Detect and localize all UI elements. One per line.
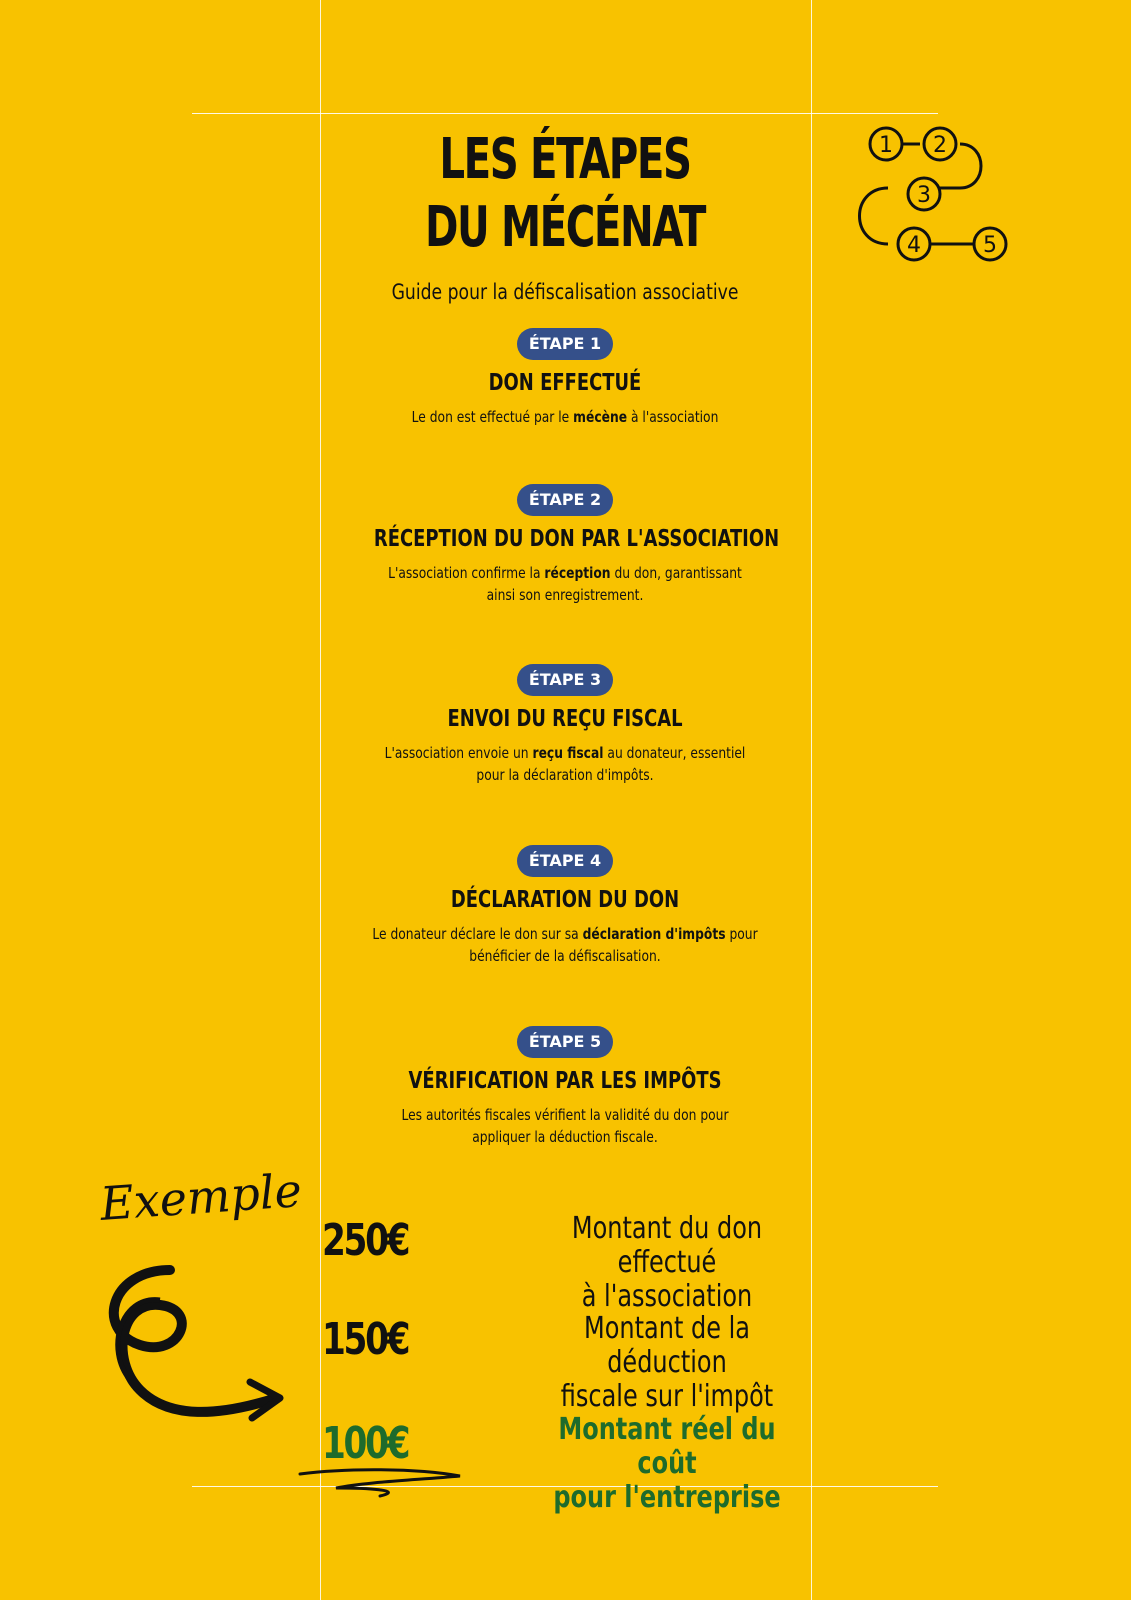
title-line-2: DU MÉCÉNAT — [425, 195, 705, 260]
step-5 — [320, 1026, 810, 1148]
amount-donation-label: Montant du don effectué à l'association — [571, 1211, 763, 1314]
steps-path-icon — [858, 120, 1018, 270]
curly-arrow-icon — [100, 1250, 290, 1450]
example-label: Exemple — [98, 1163, 304, 1231]
step-description: Le don est effectué par le mécène à l'association — [411, 408, 719, 426]
step-title: DÉCLARATION DU DON — [450, 887, 680, 913]
step-badge: ÉTAPE 4 — [517, 845, 613, 877]
step-title: ENVOI DU REÇU FISCAL — [447, 706, 683, 732]
svg-text:1: 1 — [879, 133, 893, 158]
step-title: VÉRIFICATION PAR LES IMPÔTS — [408, 1068, 722, 1094]
step-description: Les autorités fiscales vérifient la validité du don pour appliquer la déduction fiscale. — [401, 1106, 729, 1146]
svg-text:5: 5 — [983, 233, 997, 258]
amount-deduction: 150€ — [322, 1314, 409, 1365]
amount-donation: 250€ — [322, 1215, 409, 1266]
step-badge: ÉTAPE 2 — [517, 484, 613, 516]
guide-line-top — [192, 113, 938, 114]
subtitle: Guide pour la défiscalisation associative — [391, 280, 739, 304]
step-badge: ÉTAPE 3 — [517, 664, 613, 696]
step-badge: ÉTAPE 1 — [517, 328, 613, 360]
step-description: Le donateur déclare le don sur sa déclaration d'impôts pour bénéficier de la défiscalisation. — [372, 925, 758, 965]
step-badge: ÉTAPE 5 — [517, 1026, 613, 1058]
step-2 — [320, 484, 810, 606]
step-description: L'association envoie un reçu fiscal au donateur, essentiel pour la déclaration d'impôts. — [384, 744, 746, 784]
step-title: DON EFFECTUÉ — [488, 370, 642, 396]
amount-real-cost-label: Montant réel du coût pour l'entreprise — [553, 1412, 781, 1515]
step-4 — [320, 845, 810, 967]
title-line-1: LES ÉTAPES — [439, 127, 691, 192]
svg-text:4: 4 — [907, 233, 921, 258]
page-title — [389, 126, 742, 262]
step-description: L'association confirme la réception du don, garantissant ainsi son enregistrement. — [388, 564, 742, 604]
svg-text:3: 3 — [917, 183, 931, 208]
underline-scribble-icon — [296, 1462, 466, 1502]
svg-text:2: 2 — [933, 133, 947, 158]
step-3 — [320, 664, 810, 786]
step-title: RÉCEPTION DU DON PAR L'ASSOCIATION — [373, 526, 780, 552]
amount-deduction-label: Montant de la déduction fiscale sur l'impôt — [560, 1311, 774, 1414]
guide-line-left — [320, 0, 321, 1600]
step-1 — [320, 328, 810, 428]
amount-real-cost: 100€ — [322, 1418, 409, 1469]
guide-line-right — [811, 0, 812, 1600]
